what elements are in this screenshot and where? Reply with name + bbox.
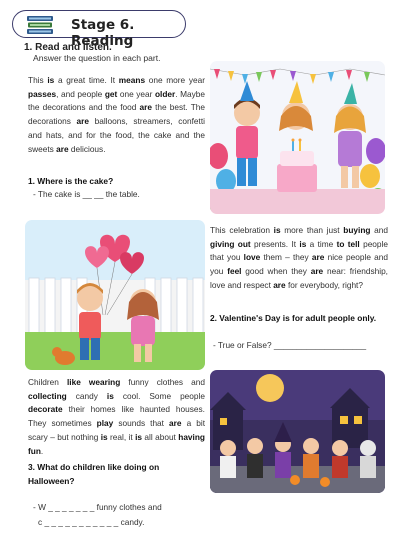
birthday-party-illustration	[210, 61, 385, 214]
highlighted-word: is	[100, 431, 108, 442]
question-3	[28, 461, 205, 488]
valentine-paragraph	[210, 224, 388, 293]
birthday-paragraph	[28, 74, 205, 156]
highlighted-word: is	[135, 431, 143, 442]
highlighted-word: is	[273, 225, 281, 235]
highlighted-word: is	[47, 75, 55, 85]
paragraph-text: sounds that	[113, 418, 170, 429]
paragraph-text: candy	[66, 390, 107, 401]
section-title: 1. Read and listen.	[24, 42, 112, 53]
answer-2: - True or False? ____________________	[213, 340, 367, 350]
paragraph-text: balloons, streamers, confetti and hats, and for the food, the cake and the sweets	[28, 116, 205, 154]
highlighted-word: having fun	[28, 431, 205, 456]
halloween-children-illustration	[210, 370, 385, 493]
paragraph-text: all about	[142, 431, 179, 442]
highlighted-word: is	[106, 390, 114, 401]
paragraph-text: for everybody, right?	[285, 279, 363, 290]
paragraph-text: Children	[28, 377, 67, 387]
paragraph-text: , and people	[56, 88, 105, 99]
highlighted-word: collecting	[28, 390, 67, 401]
highlighted-word: like wearing	[67, 377, 121, 387]
paragraph-text: cool. Some people	[113, 390, 205, 401]
highlighted-word: means	[118, 75, 146, 85]
paragraph-text: funny clothes and	[120, 377, 206, 387]
highlighted-word: older	[154, 88, 176, 99]
answer-1: - The cake is __ __ the table.	[33, 189, 140, 199]
paragraph-text: and	[370, 225, 388, 235]
valentine-children-illustration	[25, 220, 205, 370]
highlighted-word: love	[243, 252, 261, 263]
paragraph-text: nice people and you	[210, 252, 388, 277]
highlighted-word: are	[273, 279, 286, 290]
highlighted-word: are	[311, 252, 325, 263]
question-1: 1. Where is the cake?	[28, 176, 114, 186]
highlighted-word: are	[139, 102, 152, 113]
highlighted-word: are	[56, 143, 69, 154]
paragraph-text: more than just	[280, 225, 344, 235]
paragraph-text: .	[40, 445, 44, 456]
paragraph-text: This	[28, 75, 48, 85]
paragraph-text: a great time. It	[54, 75, 119, 85]
paragraph-text: the best. The decorations	[28, 102, 205, 127]
answer-3-line-2: c _ _ _ _ _ _ _ _ _ _ _ candy.	[38, 517, 145, 527]
paragraph-text: good when they	[241, 266, 311, 277]
book-stack-icon	[27, 16, 53, 34]
paragraph-text: . Maybe the decorations and the food	[28, 88, 206, 113]
question-3-text: 3. What do children like doing on Halloween?	[28, 462, 160, 486]
paragraph-text: presents. It	[250, 238, 300, 249]
highlighted-word: are	[310, 266, 324, 277]
section-instruction: Answer the question in each part.	[33, 53, 161, 63]
highlighted-word: is	[299, 238, 307, 249]
highlighted-word: to tell	[336, 238, 360, 249]
highlighted-word: get	[104, 88, 118, 99]
highlighted-word: are	[76, 116, 89, 127]
highlighted-word: feel	[227, 266, 242, 277]
paragraph-text: near: friendship, love and respect	[210, 266, 388, 290]
paragraph-text: a time	[306, 238, 337, 249]
paragraph-text: delicious.	[68, 143, 106, 154]
highlighted-word: decorate	[28, 404, 63, 415]
paragraph-text: This celebration	[210, 225, 274, 235]
paragraph-text: one year	[117, 88, 155, 99]
paragraph-text: a bit scary – but nothing	[28, 418, 205, 442]
page-title: Stage 6. Reading	[71, 17, 135, 49]
highlighted-word: giving out	[210, 238, 251, 249]
highlighted-word: passes	[28, 88, 57, 99]
paragraph-text: one more year	[145, 75, 205, 85]
paragraph-text: real, it	[107, 431, 136, 442]
paragraph-text: their homes like haunted houses. They sometimes	[28, 404, 205, 429]
halloween-paragraph	[28, 376, 205, 458]
paragraph-text: people that you	[210, 238, 388, 263]
highlighted-word: buying	[343, 225, 371, 235]
answer-3-line-1: - W _ _ _ _ _ _ _ funny clothes and	[33, 502, 162, 512]
highlighted-word: are	[169, 418, 182, 429]
paragraph-text: them – they	[260, 252, 312, 263]
highlighted-word: play	[96, 418, 114, 429]
question-2: 2. Valentine's Day is for adult people only.	[210, 313, 377, 323]
